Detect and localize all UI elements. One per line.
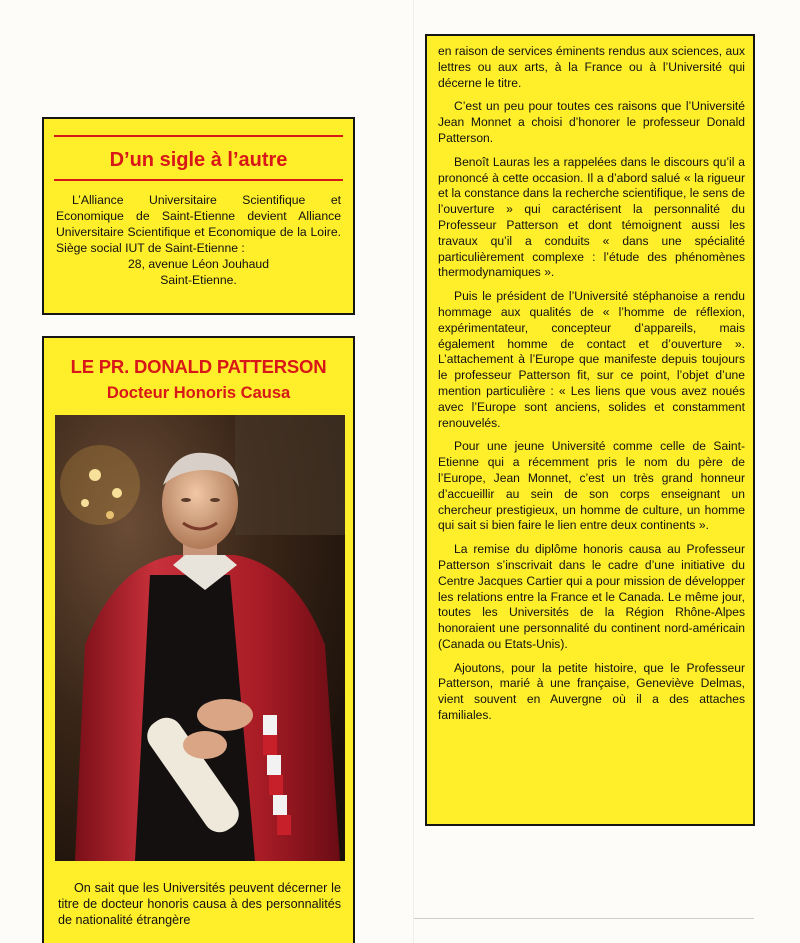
portrait-illustration [55,415,345,861]
article-paragraph-5: Pour une jeune Université comme celle de Saint-Etienne qui a récemment pris le nom du père de l’Europe, Jean Monnet, c’est un très grand honneur d’accueillir au sein de son corps enseignant un chercheur prestigieux, un homme de culture, un homme qui sait si bien faire le lien entre deux continents ». [438,439,745,533]
article-paragraph-2: C’est un peu pour toutes ces raisons que l’Université Jean Monnet a choisi d’honorer le professeur Donald Patterson. [438,99,745,145]
article-text [438,44,745,732]
patterson-title: LE PR. DONALD PATTERSON [70,356,327,377]
sigle-body [56,192,341,288]
article-box [425,34,755,826]
sigle-address-line1: 28, avenue Léon Jouhaud [128,257,269,271]
sigle-title: D’un sigle à l’autre [109,149,288,171]
red-rule-top [54,135,343,137]
patterson-box [42,336,355,943]
article-paragraph-3: Benoît Lauras les a rappelées dans le discours qu’il a prononcé à cette occasion. Il a d’abord salué « la rigueur et la constance dans la recherche scientifique, le sens de l’ouverture » qui caractérisent la personnalité du Professeur Patterson et dont témoignent aussi les travaux qu’il a conduits « dans une spécialité particulièrement complexe : l’étude des phénomènes thermodynamiques ». [438,154,745,280]
sigle-text: L’Alliance Universitaire Scientifique et Economique de Saint-Etienne devient Alliance Universitaire Scientifique et Economique de la Loire. Siège social IUT de Saint-Etienne : [56,193,341,255]
article-paragraph-7: Ajoutons, pour la petite histoire, que le Professeur Patterson, marié à une française, Geneviève Delmas, vient souvent en Auvergne où il a des attaches familiales. [438,660,745,723]
article-paragraph-1: en raison de services éminents rendus aux sciences, aux lettres ou aux arts, à la France ou à l’Université qui décerne le titre. [438,44,745,90]
article-paragraph-6: La remise du diplôme honoris causa au Professeur Patterson s’inscrivait dans le cadre d’une initiative du Centre Jacques Cartier qui a pour mission de développer les relations entre la France et le Canada. Le même jour, toutes les Universités de la Région Rhône-Alpes honoraient une personnalité du continent nord-américain (Canada ou Etats-Unis). [438,542,745,651]
patterson-caption: On sait que les Universités peuvent décerner le titre de docteur honoris causa à des personnalités de nationalité étrangère [58,881,341,927]
article-paragraph-4: Puis le président de l’Université stéphanoise a rendu hommage aux qualités de « l’homme de réflexion, expérimentateur, concepteur d’appareils, mais également homme de contact et d’ouverture ». L’attachement à l’Europe que manifeste depuis toujours le professeur Patterson fit, sur ce point, l’objet d’une mention particulière : « Les liens que vous avez noués avec l’Europe sont anciens, solides et constamment renouvelés. [438,289,745,430]
sigle-address-line2: Saint-Etienne. [160,273,237,287]
portrait-photo [55,415,345,861]
patterson-subtitle: Docteur Honoris Causa [106,384,291,402]
red-rule-bottom [54,179,343,181]
page-bottom-rule [414,918,754,919]
page-fold-shadow [413,0,414,943]
sigle-box [42,117,355,315]
